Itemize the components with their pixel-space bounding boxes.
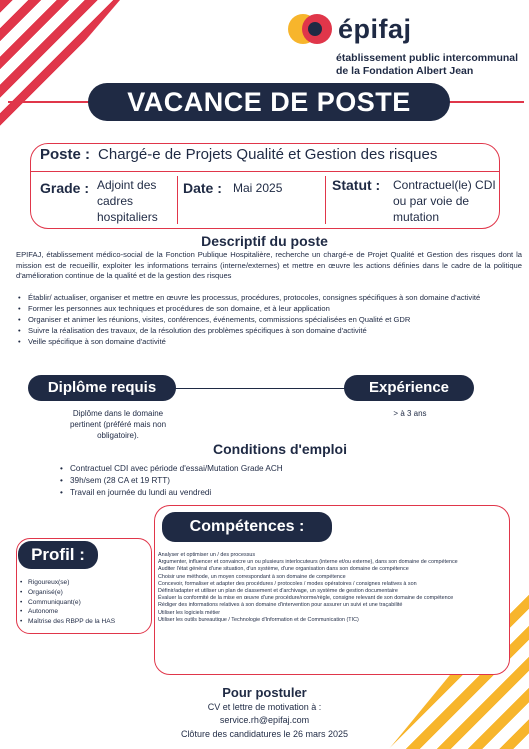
list-item: Évaluer la conformité de la mise en œuvre d'une procédure/norme/règle, consigne relevant de son domaine de compétence xyxy=(158,595,454,602)
poste-row xyxy=(40,146,437,163)
list-item: Analyser et optimiser un / des processus xyxy=(158,552,256,558)
list-item: • 39h/sem (28 CA et 19 RTT) xyxy=(60,475,360,487)
list-item: Concevoir, formaliser et adapter des procédures / protocoles / modes opératoires / consignes relatives à son xyxy=(158,580,417,587)
statut-value: Contractuel(le) CDI ou par voie de mutation xyxy=(393,178,496,224)
profil-list xyxy=(20,578,150,627)
diplome-title: Diplôme requis xyxy=(28,375,176,401)
experience-text: > à 3 ans xyxy=(393,409,427,418)
list-item: • Organisé(e) xyxy=(20,588,150,598)
descriptif-text: EPIFAJ, établissement médico-social de la Fonction Publique Hospitalière, recherche un chargé-e de Projet Qualité et Gestion des risques dont la mission est de recueillir, exploiter les informations terrains (interne/externes) et mettre en œuvre les actions définies dans le cadre de la politique d'amélioration continue de la qualité et de la gestion des risques xyxy=(16,250,522,280)
logo-mark-icon xyxy=(288,12,332,46)
diplome-text: Diplôme dans le domaine pertinent (préféré mais non obligatoire). xyxy=(69,409,167,440)
list-item: • Contractuel CDI avec période d'essai/Mutation Grade ACH xyxy=(60,463,360,475)
page-title: VACANCE DE POSTE xyxy=(88,83,450,121)
date-label: Date : xyxy=(183,180,222,196)
postuler-instructions: CV et lettre de motivation à : xyxy=(207,702,322,712)
info-column-divider xyxy=(177,176,178,224)
logo-name: épifaj xyxy=(338,13,412,44)
list-item: • Communiquant(e) xyxy=(20,598,150,608)
conditions-title: Conditions d'emploi xyxy=(213,441,347,457)
competences-list xyxy=(158,552,490,624)
logo-subtitle: établissement public intercommunal de la Fondation Albert Jean xyxy=(336,52,519,77)
list-item: • Autonome xyxy=(20,607,150,617)
list-item: Argumenter, influencer et convaincre un ou plusieurs interlocuteurs (interne et/ou externe), dans son domaine de compétence xyxy=(158,559,458,566)
descriptif-title: Descriptif du poste xyxy=(201,233,328,249)
competences-title: Compétences : xyxy=(162,512,332,542)
postuler-title: Pour postuler xyxy=(222,685,307,700)
list-item: Rédiger des informations relatives à son domaine d'intervention pour assurer un suivi et une traçabilité xyxy=(158,602,403,609)
list-item: • Établir/ actualiser, organiser et mettre en œuvre les processus, procédures, protocoles, consignes spécifiques à son domaine d'activité xyxy=(18,293,523,303)
list-item: • Veille spécifique à son domaine d'activité xyxy=(18,337,523,347)
date-value: Mai 2025 xyxy=(233,181,283,195)
list-item: • Maîtrise des RBPP de la HAS xyxy=(20,617,150,627)
descriptif-list xyxy=(18,293,523,348)
list-item: • Rigoureux(se) xyxy=(20,578,150,588)
grade-value: Adjoint des cadres hospitaliers xyxy=(97,178,158,224)
conditions-list xyxy=(60,463,360,499)
title-rule-left xyxy=(8,101,90,103)
connector-line xyxy=(173,388,345,389)
list-item: • Travail en journée du lundi au vendredi xyxy=(60,487,360,499)
list-item: • Organiser et animer les réunions, visites, conférences, événements, commissions spécialisées en Qualité et GDR xyxy=(18,315,523,325)
statut-label: Statut : xyxy=(332,177,381,193)
info-divider xyxy=(30,171,500,172)
logo xyxy=(288,12,528,78)
experience-title: Expérience xyxy=(344,375,474,401)
list-item: Choisir une méthode, un moyen correspondant à son domaine de compétence xyxy=(158,573,346,580)
postuler-email: service.rh@epifaj.com xyxy=(219,715,310,725)
title-rule-right xyxy=(448,101,524,103)
list-item: Utiliser les logiciels métier xyxy=(158,609,221,616)
grade-label: Grade : xyxy=(40,180,90,196)
list-item: Auditer l'état général d'une situation, d'un système, d'une organisation dans son domaine de compétence xyxy=(158,566,409,573)
list-item: • Suivre la réalisation des travaux, de la résolution des problèmes spécifiques à son domaine d'activité xyxy=(18,326,523,336)
list-item: Utiliser les outils bureautique / Technologie d'Information et de Communication (TIC) xyxy=(158,616,359,623)
poste-label: Poste : xyxy=(40,146,91,163)
list-item: • Former les personnes aux techniques et procédures de son domaine, et à leur application xyxy=(18,304,523,314)
poste-value: Chargé-e de Projets Qualité et Gestion des risques xyxy=(98,146,438,163)
info-column-divider xyxy=(325,176,326,224)
profil-title: Profil : xyxy=(18,541,98,569)
list-item: Définir/adapter et utiliser un plan de classement et d'archivage, un système de gestion documentaire xyxy=(158,588,398,595)
postuler-deadline: Clôture des candidatures le 26 mars 2025 xyxy=(180,729,349,739)
